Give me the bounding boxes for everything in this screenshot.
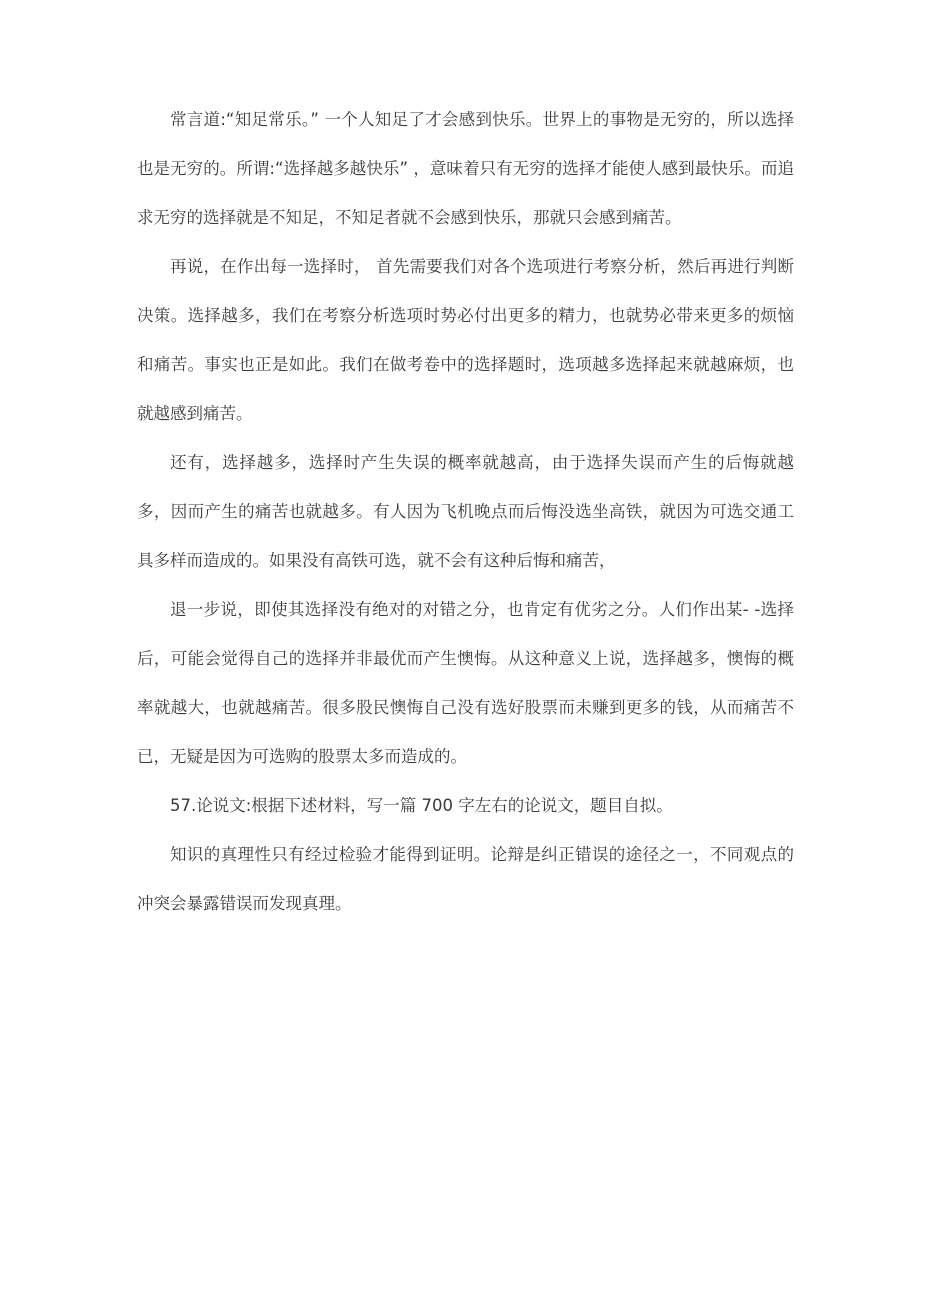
paragraph-regret: 退一步说，即使其选择没有绝对的对错之分，也肯定有优劣之分。人们作出某- -选择后，可能会觉得自己的选择并非最优而产生懊悔。从这种意义上说，选择越多，懊悔的概率就越大，也就越痛苦。很多股民懊悔自己没有选好股票而未赚到更多的钱，从而痛苦不已，无疑是因为可选购的股票太多而造成的。 bbox=[137, 600, 794, 766]
document-body-text bbox=[137, 95, 794, 928]
paragraph-essay-prompt-57: 57.论说文:根据下述材料，写一篇 700 字左右的论说文，题目自拟。 bbox=[170, 796, 673, 815]
paragraph-mistake-probability: 还有，选择越多，选择时产生失误的概率就越高，由于选择失误而产生的后悔就越多，因而产生的痛苦也就越多。有人因为飞机晚点而后悔没选坐高铁，就因为可选交通工具多样而造成的。如果没有高铁可选，就不会有这种后悔和痛苦， bbox=[137, 453, 794, 570]
paragraph-essay-material: 知识的真理性只有经过检验才能得到证明。论辩是纠正错误的途径之一，不同观点的冲突会暴露错误而发现真理。 bbox=[137, 845, 794, 913]
paragraph-contentment: 常言道:“知足常乐。” 一个人知足了才会感到快乐。世界上的事物是无穷的，所以选择也是无穷的。所谓:“选择越多越快乐” ，意味着只有无穷的选择才能使人感到最快乐。而追求无穷的选择就是不知足，不知足者就不会感到快乐，那就只会感到痛苦。 bbox=[137, 110, 794, 227]
paragraph-analysis-effort: 再说，在作出每一选择时， 首先需要我们对各个选项进行考察分析，然后再进行判断决策。选择越多，我们在考察分析选项时势必付出更多的精力，也就势必带来更多的烦恼和痛苦。事实也正是如此。我们在做考卷中的选择题时，选项越多选择起来就越麻烦，也就越感到痛苦。 bbox=[137, 257, 794, 423]
